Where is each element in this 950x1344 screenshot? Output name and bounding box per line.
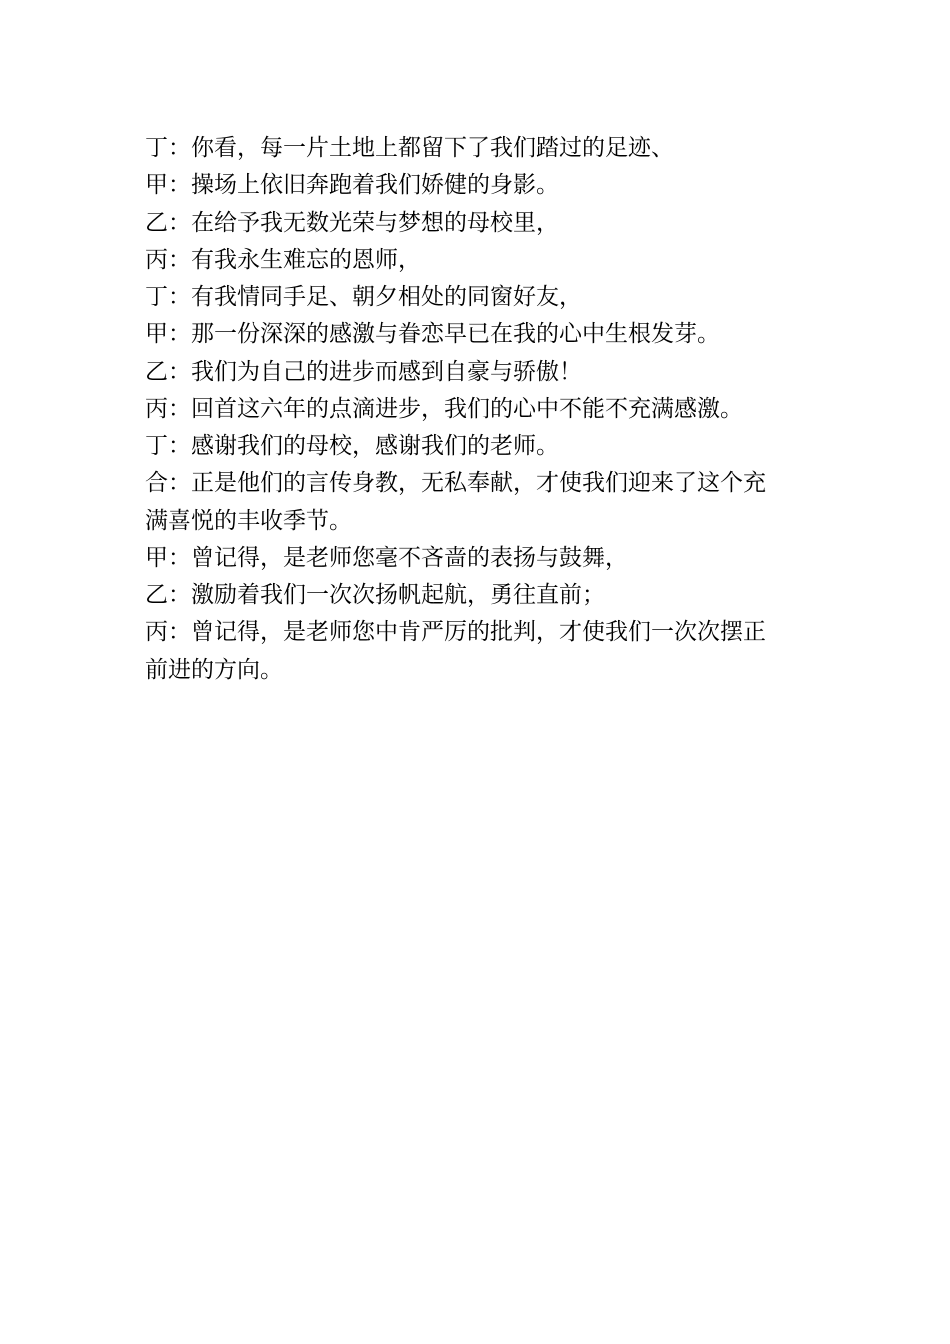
- text-line: 丙：有我永生难忘的恩师，: [145, 246, 421, 273]
- text-line: 乙：激励着我们一次次扬帆起航，勇往直前；: [145, 582, 605, 608]
- text-line: 丙：曾记得，是老师您中肯严厉的批判，才使我们一次次摆正: [145, 619, 766, 646]
- text-line: 合：正是他们的言传身教，无私奉献，才使我们迎来了这个充: [145, 470, 766, 497]
- text-line: 满喜悦的丰收季节。: [145, 507, 352, 534]
- text-line: 丁：有我情同手足、朝夕相处的同窗好友，: [145, 284, 582, 310]
- text-line: 丙：回首这六年的点滴进步，我们的心中不能不充满感激。: [145, 395, 743, 422]
- text-line: 丁：感谢我们的母校，感谢我们的老师。: [145, 433, 559, 459]
- text-line: 乙：在给予我无数光荣与梦想的母校里，: [145, 209, 559, 236]
- text-line: 甲：那一份深深的感激与眷恋早已在我的心中生根发芽。: [145, 321, 720, 348]
- text-line: 乙：我们为自己的进步而感到自豪与骄傲！: [145, 358, 582, 385]
- document-body: [145, 130, 810, 689]
- text-line: 甲：操场上依旧奔跑着我们娇健的身影。: [145, 172, 559, 199]
- text-line: 前进的方向。: [145, 656, 283, 683]
- text-line: 甲：曾记得，是老师您毫不吝啬的表扬与鼓舞，: [145, 544, 628, 571]
- text-line: 丁：你看，每一片土地上都留下了我们踏过的足迹、: [145, 135, 674, 161]
